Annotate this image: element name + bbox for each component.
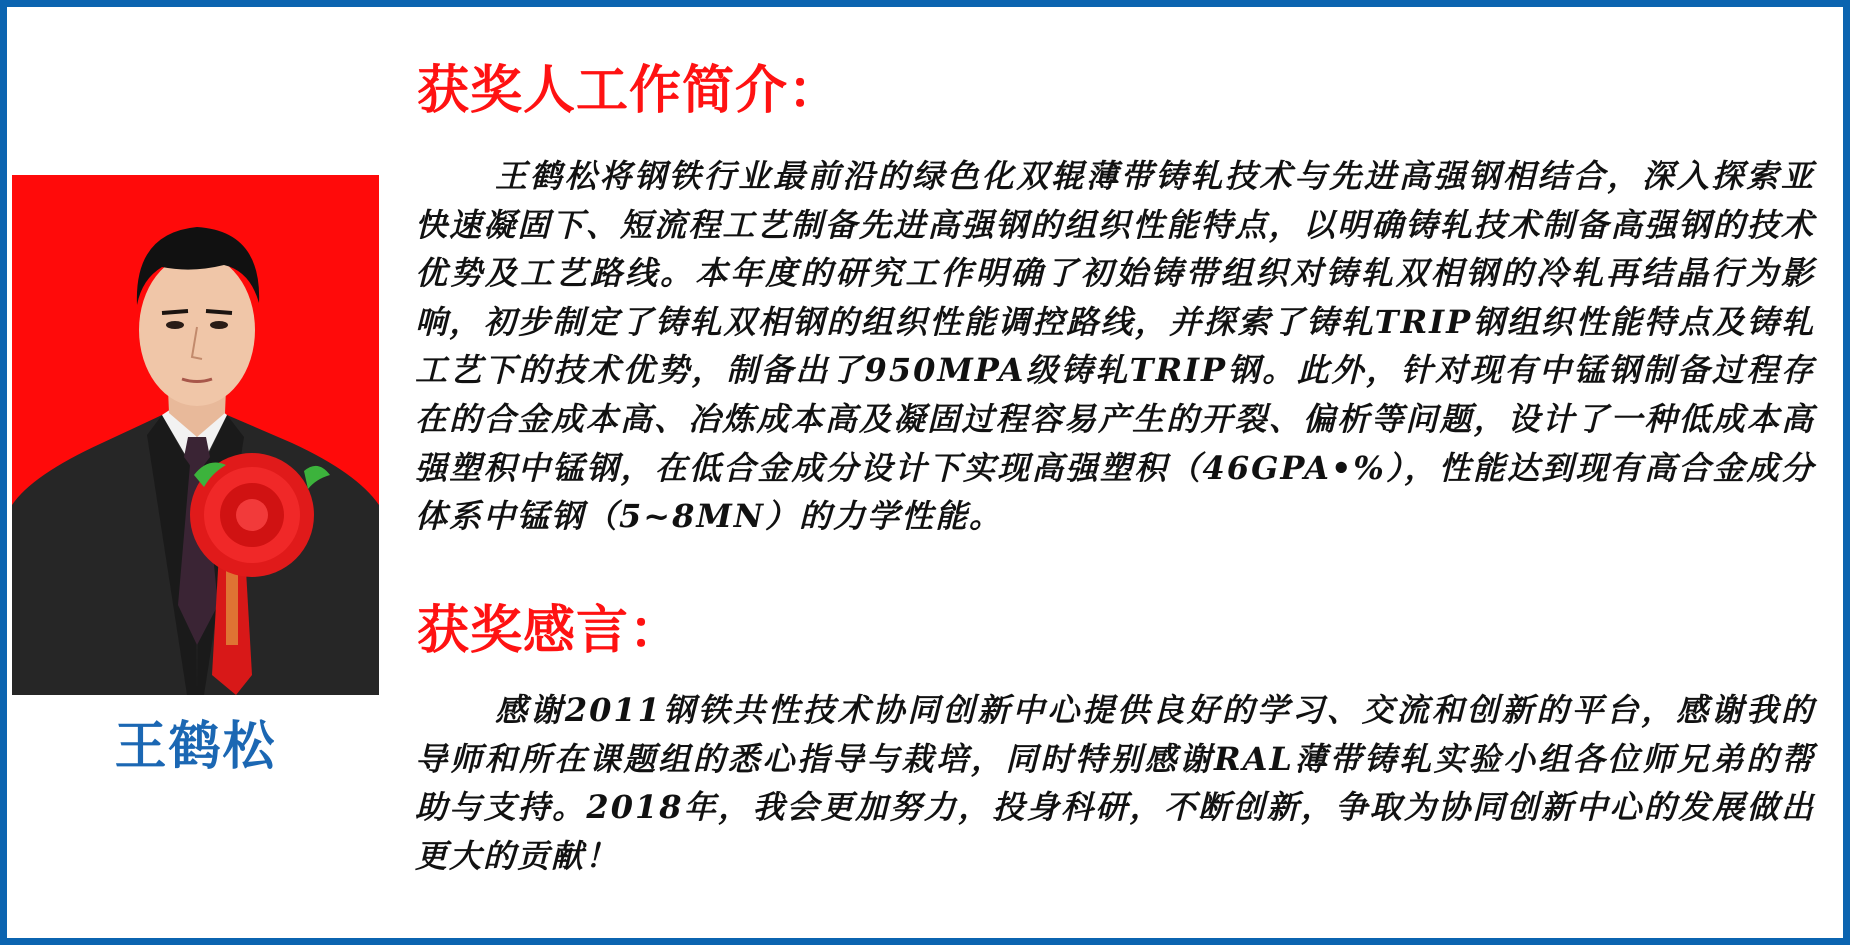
portrait-photo [12,175,379,695]
awardee-name: 王鹤松 [114,717,277,777]
award-speech-text: 感谢2011钢铁共性技术协同创新中心提供良好的学习、交流和创新的平台，感谢我的导师和所在课题组的悉心指导与栽培，同时特别感谢RAL薄带铸轧实验小组各位师兄弟的帮助与支持。2018年，我会更加努力，投身科研，不断创新，争取为协同创新中心的发展做出更大的贡献！ [415,691,1815,875]
work-summary-text: 王鹤松将钢铁行业最前沿的绿色化双辊薄带铸轧技术与先进高强钢相结合，深入探索亚快速凝固下、短流程工艺制备先进高强钢的组织性能特点，以明确铸轧技术制备高强钢的技术优势及工艺路线。本年度的研究工作明确了初始铸带组织对铸轧双相钢的冷轧再结晶行为影响，初步制定了铸轧双相钢的组织性能调控路线，并探索了铸轧TRIP钢组织性能特点及铸轧工艺下的技术优势，制备出了950MPA级铸轧TRIP钢。此外，针对现有中锰钢制备过程存在的合金成本高、冶炼成本高及凝固过程容易产生的开裂、偏析等问题，设计了一种低成本高强塑积中锰钢，在低合金成分设计下实现高强塑积（46GPA•%），性能达到现有高合金成分体系中锰钢（5~8MN）的力学性能。 [415,157,1815,536]
award-speech-heading: 获奖感言： [417,600,683,661]
work-summary-heading: 获奖人工作简介： [417,60,842,121]
